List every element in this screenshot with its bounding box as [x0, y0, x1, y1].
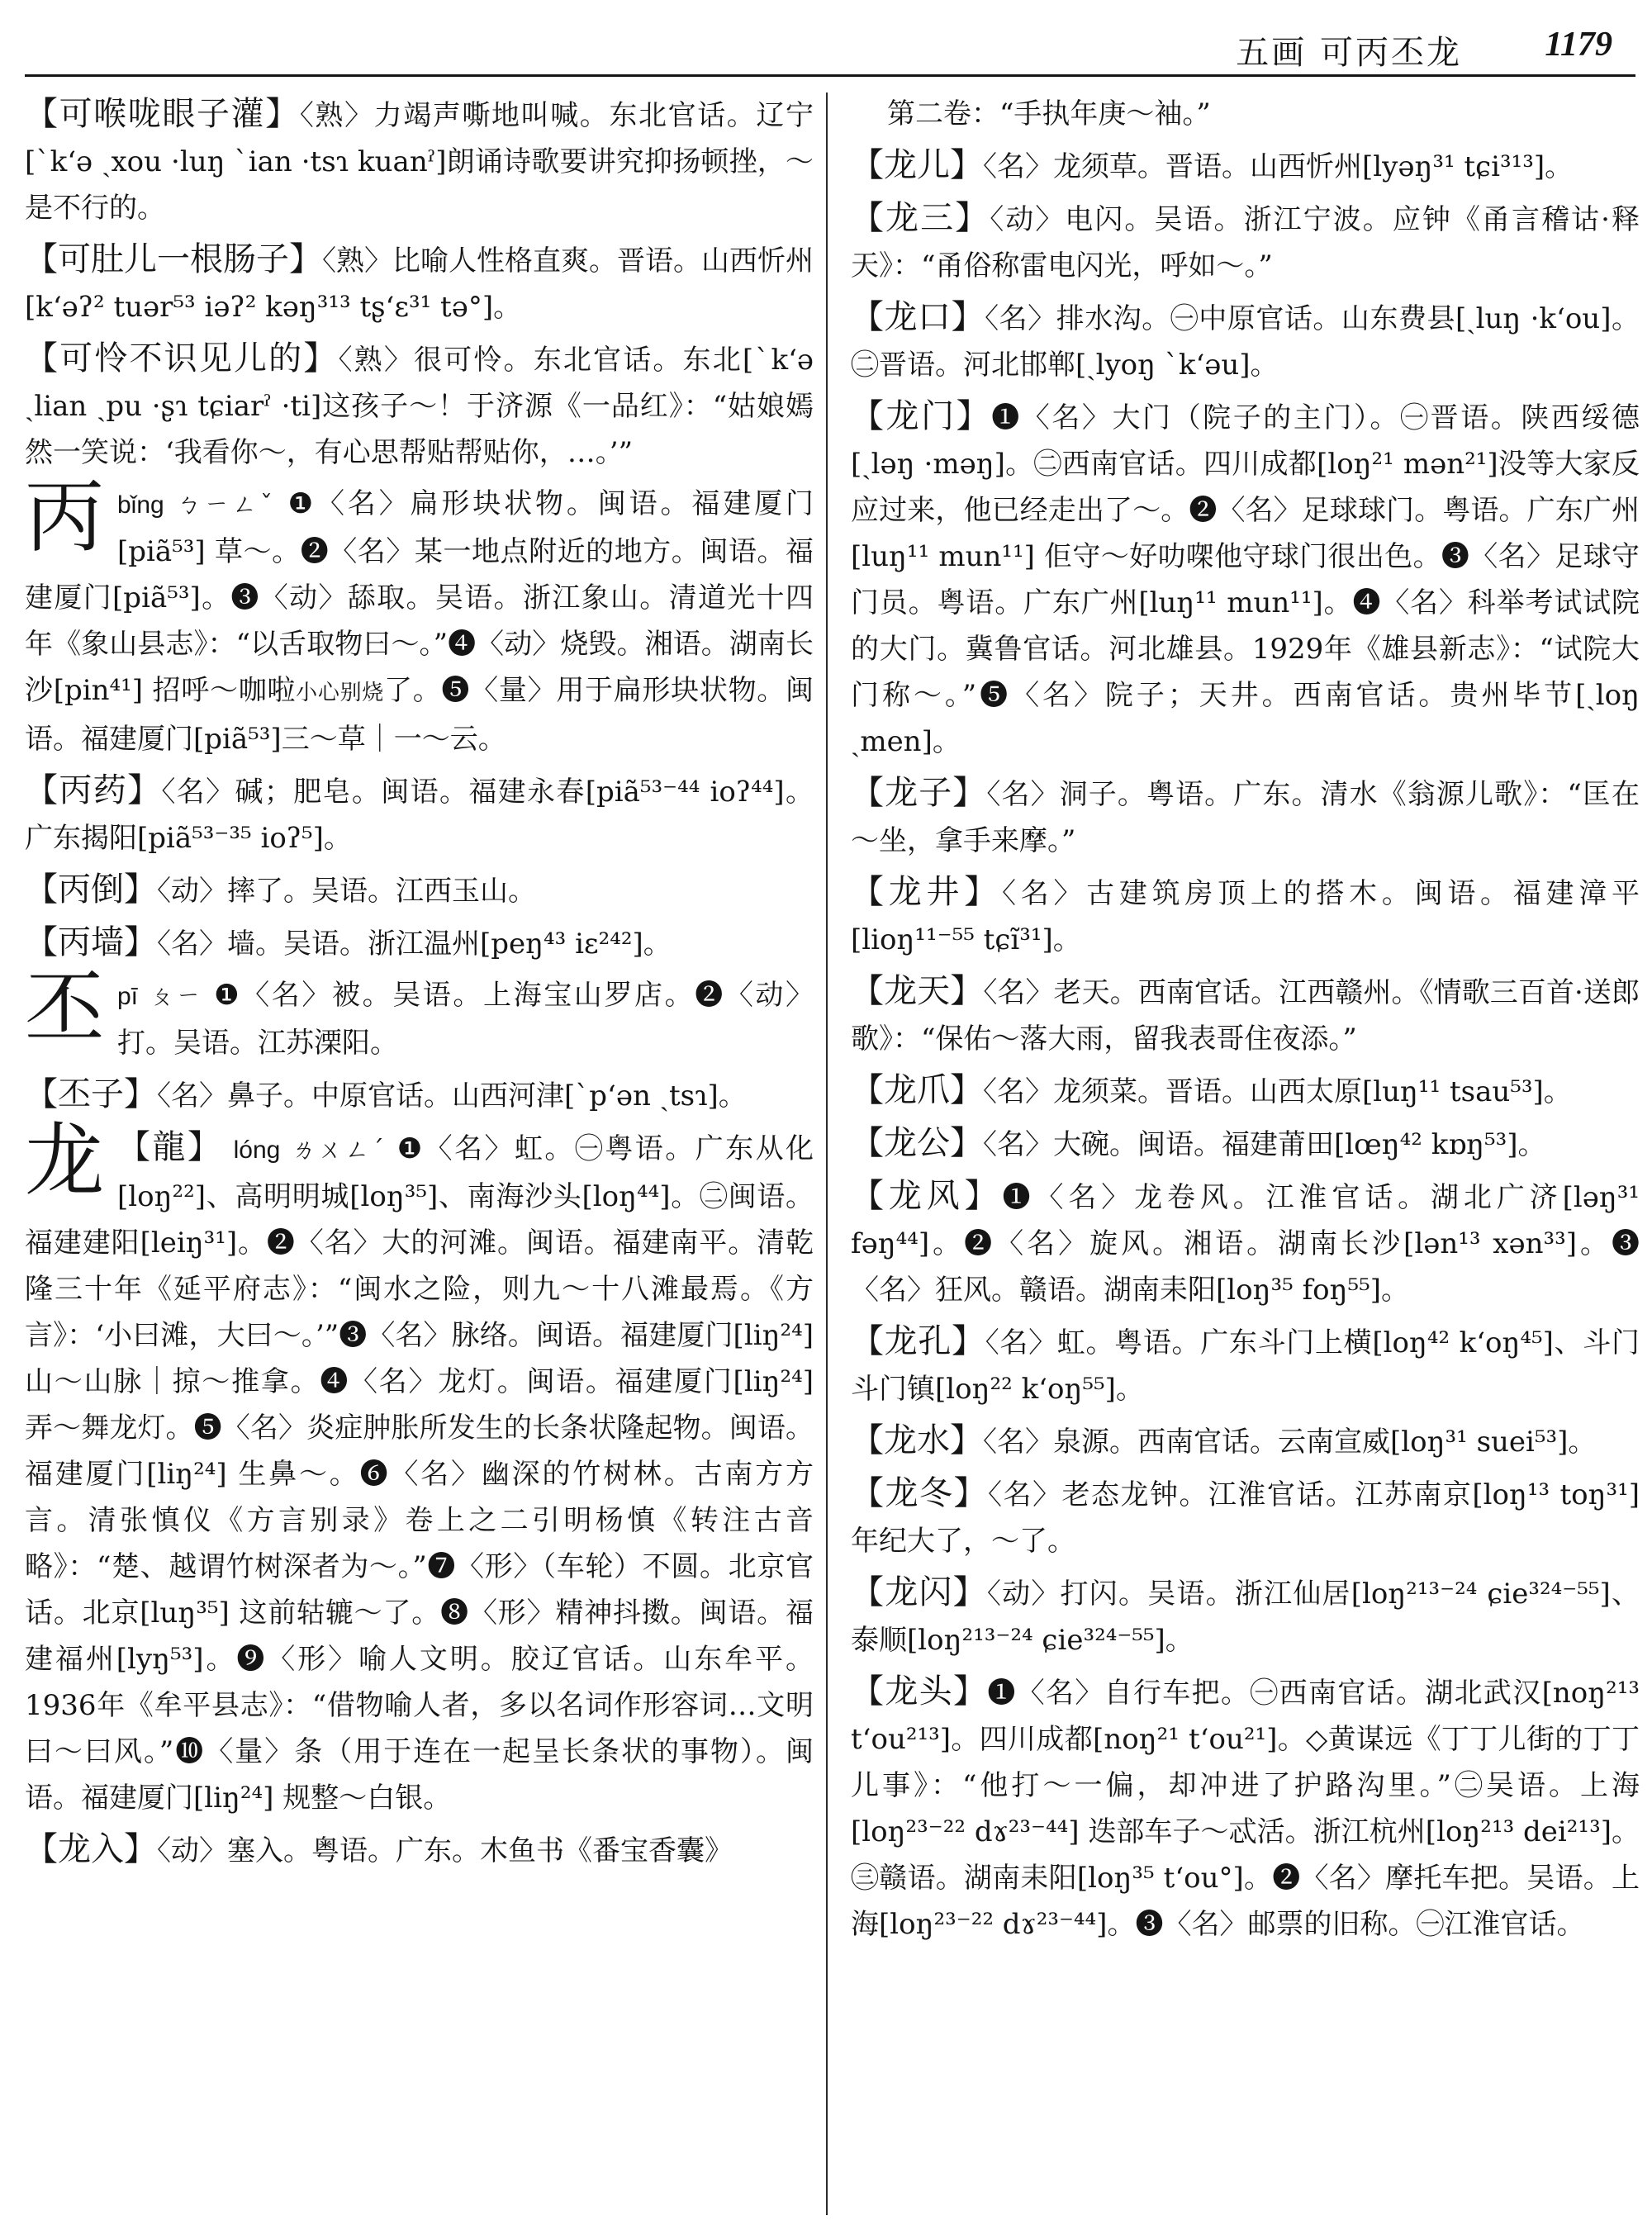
entry-headword: 【龙口】	[851, 298, 985, 336]
traditional-form: 【龍】	[117, 1128, 223, 1166]
entry-headword: 【可怜不识见儿的】	[25, 339, 339, 377]
dictionary-entry	[851, 393, 1640, 765]
entry-definition: 〈名〉龙须菜。晋语。山西太原[luŋ¹¹ tsau⁵³]。	[983, 1075, 1572, 1108]
entry-headword: 【龙井】	[851, 873, 1002, 911]
entry-headword: 【龙闪】	[851, 1573, 987, 1611]
entry-definition: 〈动〉塞入。粤语。广东。木鱼书《番宝香囊》	[157, 1834, 733, 1867]
entry-headword: 【丕子】	[25, 1075, 157, 1113]
character-definition: ❶〈名〉虹。㊀粤语。广东从化[loŋ²²]、高明明城[loŋ³⁵]、南海沙头[loŋ⁴⁴]。㊁闽语。福建建阳[leiŋ³¹]。❷〈名〉大的河滩。闽语。福建南平。清乾隆三十年《延平府志》：“闽水之险，则九～十八滩最焉。《方言》：‘小曰滩，大曰～。’”❸〈名〉脉络。闽语。福建厦门[liŋ²⁴] 山～山脉｜掠～推拿。❹〈名〉龙灯。闽语。福建厦门[liŋ²⁴] 弄～舞龙灯。❺〈名〉炎症肿胀所发生的长条状隆起物。闽语。福建厦门[liŋ²⁴] 生鼻～。❻〈名〉幽深的竹树林。古南方方言。清张慎仪《方言别录》卷上之二引明杨慎《转注古音略》：“楚、越谓竹树深者为～。”❼〈形〉（车轮）不圆。北京官话。北京[luŋ³⁵] 这前轱辘～了。❽〈形〉精神抖擞。闽语。福建福州[lyŋ⁵³]。❾〈形〉喻人文明。胶辽官话。山东牟平。1936年《牟平县志》：“借物喻人者，多以名词作形容词…文明曰～曰风。”❿〈量〉条（用于连在一起呈长条状的事物）。闽语。福建厦门[liŋ²⁴] 规整～白银。	[25, 1132, 814, 1815]
entry-headword: 【龙公】	[851, 1124, 983, 1162]
entry-definition: 〈动〉打闪。吴语。浙江仙居[loŋ²¹³⁻²⁴ ɕie³²⁴⁻⁵⁵]、泰顺[loŋ²¹³⁻²⁴ ɕie³²⁴⁻⁵⁵]。	[851, 1578, 1640, 1657]
entry-definition: 〈名〉龙须草。晋语。山西忻州[lyəŋ³¹ tɕi³¹³]。	[983, 150, 1574, 183]
dictionary-entry	[851, 294, 1640, 388]
entry-headword: 【龙门】	[851, 397, 992, 435]
entry-headword: 【丙倒】	[25, 871, 157, 909]
continued-text: 第二卷：“手执年庚～袖。”	[887, 97, 1211, 130]
dictionary-entry	[851, 1067, 1640, 1115]
head-character: 丙	[25, 471, 104, 563]
dictionary-entry	[25, 767, 814, 861]
pinyin: pī	[117, 983, 139, 1010]
entry-definition: 〈名〉洞子。粤语。广东。清水《翁源儿歌》：“匡在～坐，拿手来摩。”	[851, 778, 1640, 857]
head-character-entry-long	[25, 1114, 814, 1821]
dictionary-entry	[851, 869, 1640, 963]
dictionary-entry	[851, 1668, 1640, 1948]
dictionary-entry	[25, 91, 814, 231]
entry-definition: 〈动〉摔了。吴语。江西玉山。	[157, 875, 536, 908]
character-definition-tail: 了。❺〈量〉用于扁形块状物。闽语。福建厦门[piã⁵³]三～草｜一～云。	[25, 674, 814, 756]
column-divider	[826, 93, 828, 2215]
dictionary-entry	[851, 770, 1640, 864]
entry-definition: 〈名〉墙。吴语。浙江温州[peŋ⁴³ iɛ²⁴²]。	[157, 928, 672, 961]
entry-definition: 〈名〉碱；肥皂。闽语。福建永春[piã⁵³⁻⁴⁴ ioʔ⁴⁴]。广东揭阳[piã⁵³⁻³⁵ ioʔ⁵]。	[25, 776, 814, 855]
entry-definition: 〈名〉老天。西南官话。江西赣州。《情歌三百首·送郎歌》：“保佑～落大雨，留我表哥住夜添。”	[851, 976, 1640, 1056]
dictionary-entry	[25, 236, 814, 330]
entry-definition: 〈熟〉比喻人性格直爽。晋语。山西忻州[k‘əʔ² tuər⁵³ iəʔ² kəŋ³¹³ tʂ‘ɛ³¹ tə°]。	[25, 244, 814, 324]
head-character-entry-pi	[25, 962, 814, 1066]
page-number: 1179	[1545, 26, 1612, 64]
zhuyin: ㄆㄧ	[149, 982, 203, 1011]
dictionary-entry	[851, 968, 1640, 1062]
entry-headword: 【龙头】	[851, 1672, 988, 1710]
pinyin: bǐng	[117, 491, 164, 519]
entry-definition: 〈熟〉很可怜。东北官话。东北[ˋk‘ə ˏlian ˏpu ·ʂɿ tɕiarˀ ·ti]这孩子～！于济源《一品红》：“姑娘嫣然一笑说：‘我看你～，有心思帮贴帮贴你，…。’”	[25, 344, 814, 469]
dictionary-entry	[25, 1826, 814, 1874]
dictionary-entry	[851, 142, 1640, 190]
entry-definition: ❶〈名〉大门（院子的主门）。㊀晋语。陕西绥德[ˏləŋ ·məŋ]。㊁西南官话。四川成都[loŋ²¹ mən²¹]没等大家反应过来，他已经走出了～。❷〈名〉足球球门。粤语。广东广州[luŋ¹¹ mun¹¹] 佢守～好叻㗎他守球门很出色。❸〈名〉足球守门员。粤语。广东广州[luŋ¹¹ mun¹¹]。❹〈名〉科举考试试院的大门。冀鲁官话。河北雄县。1929年《雄县新志》：“试院大门称～。”❺〈名〉院子；天井。西南官话。贵州毕节[ˏloŋ ˏmen]。	[851, 401, 1640, 758]
entry-definition: 〈动〉电闪。吴语。浙江宁波。应钟《甬言稽诂·释天》：“甬俗称雷电闪光，呼如～。”	[851, 203, 1640, 282]
entry-definition: 〈名〉虹。粤语。广东斗门上横[loŋ⁴² k‘oŋ⁴⁵]、斗门斗门镇[loŋ²² k‘oŋ⁵⁵]。	[851, 1326, 1640, 1406]
running-header-title: 五画 可丙丕龙	[1236, 34, 1462, 72]
pinyin: lóng	[233, 1136, 281, 1164]
dictionary-entry	[25, 335, 814, 476]
character-definition: ❶〈名〉被。吴语。上海宝山罗店。❷〈动〉打。吴语。江苏溧阳。	[117, 979, 814, 1060]
gloss-note: 小心别烧	[296, 681, 384, 705]
entry-definition: 〈名〉老态龙钟。江淮官话。江苏南京[loŋ¹³ toŋ³¹] 年纪大了，～了。	[851, 1478, 1640, 1558]
right-column	[851, 91, 1640, 1952]
dictionary-entry	[25, 919, 814, 967]
entry-headword: 【龙天】	[851, 972, 984, 1010]
entry-definition: 〈熟〉力竭声嘶地叫喊。东北官话。辽宁[ˋk‘ə ˏxou ·luŋ ˋian ·tsɿ kuanˀ]朗诵诗歌要讲究抑扬顿挫，～是不行的。	[25, 99, 814, 225]
entry-headword: 【龙入】	[25, 1830, 157, 1868]
character-definition: ❶〈名〉扁形块状物。闽语。福建厦门[piã⁵³] 草～。❷〈名〉某一地点附近的地方。闽语。福建厦门[piã⁵³]。❸〈动〉舔取。吴语。浙江象山。清道光十四年《象山县志》：“以舌取物曰～。”❹〈动〉烧毁。湘语。湖南长沙[pin⁴¹] 招呼～咖啦	[25, 487, 814, 707]
entry-headword: 【龙水】	[851, 1421, 983, 1459]
dictionary-entry	[25, 866, 814, 914]
entry-headword: 【龙爪】	[851, 1071, 983, 1109]
entry-headword: 【龙冬】	[851, 1474, 988, 1512]
entry-definition: 〈名〉排水沟。㊀中原官话。山东费县[ˏluŋ ·k‘ou]。㊁晋语。河北邯郸[ˏlyoŋ ˋk‘əu]。	[851, 302, 1640, 382]
dictionary-entry	[851, 1173, 1640, 1313]
entry-headword: 【丙药】	[25, 771, 162, 809]
dictionary-entry	[851, 1120, 1640, 1168]
head-character: 龙	[25, 1114, 104, 1207]
zhuyin: ㄅㄧㄥˇ	[176, 491, 276, 520]
entry-headword: 【龙三】	[851, 199, 990, 237]
header-rule	[25, 74, 1635, 77]
head-character: 丕	[25, 962, 104, 1055]
left-column	[25, 91, 814, 1879]
entry-headword: 【可喉咙眼子灌】	[25, 95, 300, 133]
zhuyin: ㄌㄨㄥˊ	[291, 1136, 387, 1165]
dictionary-entry	[25, 1071, 814, 1119]
dictionary-entry	[851, 1569, 1640, 1663]
page-header	[25, 23, 1635, 81]
entry-headword: 【丙墙】	[25, 923, 157, 961]
entry-headword: 【可肚儿一根肠子】	[25, 240, 322, 278]
entry-headword: 【龙子】	[851, 774, 987, 812]
entry-definition: ❶〈名〉龙卷风。江淮官话。湖北广济[ləŋ³¹ fəŋ⁴⁴]。❷〈名〉旋风。湘语。湖南长沙[lən¹³ xən³³]。❸〈名〉狂风。赣语。湖南耒阳[loŋ³⁵ foŋ⁵⁵]。	[851, 1181, 1640, 1307]
head-character-entry-bing	[25, 471, 814, 762]
entry-headword: 【龙孔】	[851, 1322, 985, 1360]
entry-definition: 〈名〉大碗。闽语。福建莆田[lœŋ⁴² kɒŋ⁵³]。	[983, 1128, 1546, 1161]
dictionary-entry	[851, 1417, 1640, 1465]
entry-definition: 〈名〉鼻子。中原官话。山西河津[ˋp‘ən ˏtsɿ]。	[157, 1079, 747, 1113]
dictionary-entry	[851, 1470, 1640, 1564]
entry-definition: 〈名〉泉源。西南官话。云南宣威[loŋ³¹ suei⁵³]。	[983, 1426, 1597, 1459]
entry-definition: ❶〈名〉自行车把。㊀西南官话。湖北武汉[noŋ²¹³ t‘ou²¹³]。四川成都[noŋ²¹ t‘ou²¹]。◇黄谋远《丁丁儿街的丁丁儿事》：“他打～一偏，却冲进了护路沟里。”㊁吴语。上海[loŋ²³⁻²² dɤ²³⁻⁴⁴] 迭部车子～忒活。浙江杭州[loŋ²¹³ dei²¹³]。㊂赣语。湖南耒阳[loŋ³⁵ t‘ou°]。❷〈名〉摩托车把。吴语。上海[loŋ²³⁻²² dɤ²³⁻⁴⁴]。❸〈名〉邮票的旧称。㊀江淮官话。	[851, 1677, 1640, 1941]
entry-headword: 【龙儿】	[851, 146, 983, 184]
dictionary-entry	[851, 195, 1640, 289]
entry-definition: 〈名〉古建筑房顶上的搭木。闽语。福建漳平[lioŋ¹¹⁻⁵⁵ tɕĩ³¹]。	[851, 877, 1640, 956]
dictionary-entry	[851, 1318, 1640, 1412]
entry-headword: 【龙风】	[851, 1177, 1003, 1215]
